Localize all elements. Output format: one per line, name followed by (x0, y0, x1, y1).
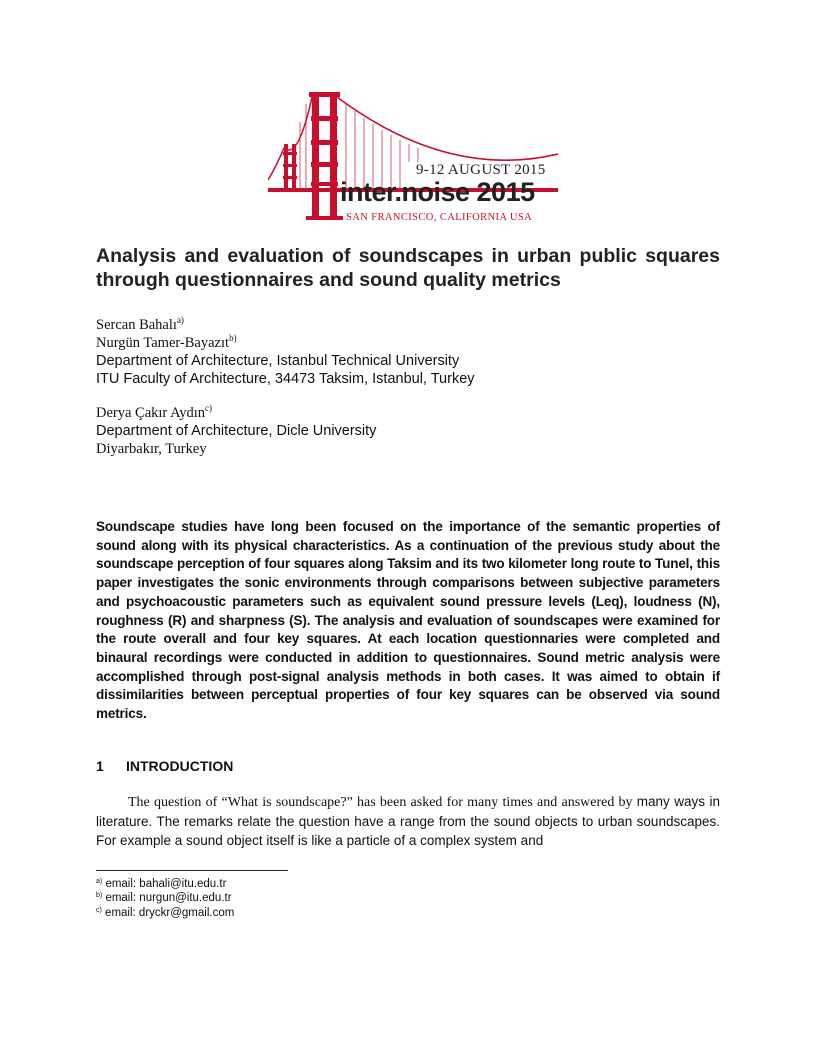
footnote: $^{a)}$ email: bahali@itu.edu.tr (96, 878, 227, 890)
author-name: Sercan Bahalı$^{a)}$ (96, 315, 184, 333)
author-name: Nurgün Tamer-Bayazıt$^{b)}$ (96, 333, 237, 351)
email-text: email: nurgun@itu.edu.tr (105, 892, 232, 905)
author-mark: c) (205, 403, 213, 413)
conference-name: inter.noise 2015 (340, 177, 535, 207)
footnote-divider (96, 870, 288, 871)
conference-logo (268, 92, 558, 230)
intro-text-part2: many ways in literature. The remarks relate the question have a range from the sound objects to urban soundscapes. For example a sound object itself is like a particle of a complex system and (96, 794, 720, 848)
affiliation-line: Diyarbakır, Turkey (96, 441, 207, 457)
intro-text-part1: The question of “What is soundscape?” has been asked for many times and answered by (128, 795, 633, 810)
email-text: email: bahali@itu.edu.tr (105, 878, 227, 890)
author-name: Derya Çakır Aydın$^{c)}$ (96, 403, 213, 421)
section-number: 1 (96, 758, 104, 774)
email-text: email: dryckr@gmail.com (105, 906, 235, 919)
golden-gate-bridge-icon (268, 92, 558, 230)
footnotes (96, 877, 234, 920)
author-mark: a) (176, 315, 184, 325)
affiliation-line: ITU Faculty of Architecture, 34473 Taksim, Istanbul, Turkey (96, 371, 475, 387)
conference-location: SAN FRANCISCO, CALIFORNIA USA (346, 212, 533, 223)
introduction-paragraph (96, 793, 720, 852)
abstract: Soundscape studies have long been focused on the importance of the semantic properties of sound along with its physical characteristics. As a continuation of the previous study about the soundscape perception of four squares along Taksim and its two kilometer long route to Tunel, this paper investigates the sonic environments through comparisons between subjective parameters and psychoacoustic parameters such as equivalent sound pressure levels (Leq), loudness (N), roughness (R) and sharpness (S). The analysis and evaluation of soundscapes were examined for the route overall and four key squares. At each location questionnaries were completed and binaural recordings were conducted in addition to questionnaires. Sound metric analysis were accomplished through post-signal analysis methods in both cases. It was aimed to obtain if dissimilarities between perceptual properties of four key squares can be observed via sound metrics. (96, 519, 720, 722)
section-title: INTRODUCTION (126, 758, 234, 774)
section-heading (96, 758, 233, 774)
affiliation-line: Department of Architecture, Istanbul Technical University (96, 353, 460, 369)
footnote: $^{c)}$ email: dryckr@gmail.com (96, 906, 235, 919)
author-mark: b) (229, 333, 237, 343)
paper-title: Analysis and evaluation of soundscapes in urban public squares through questionnaires and sound quality metrics (96, 245, 720, 291)
author-block (96, 316, 720, 458)
footnote: $^{b)}$ email: nurgun@itu.edu.tr (96, 892, 232, 905)
affiliation-line: Department of Architecture, Dicle University (96, 423, 377, 439)
conference-dates: 9-12 AUGUST 2015 (416, 162, 546, 178)
